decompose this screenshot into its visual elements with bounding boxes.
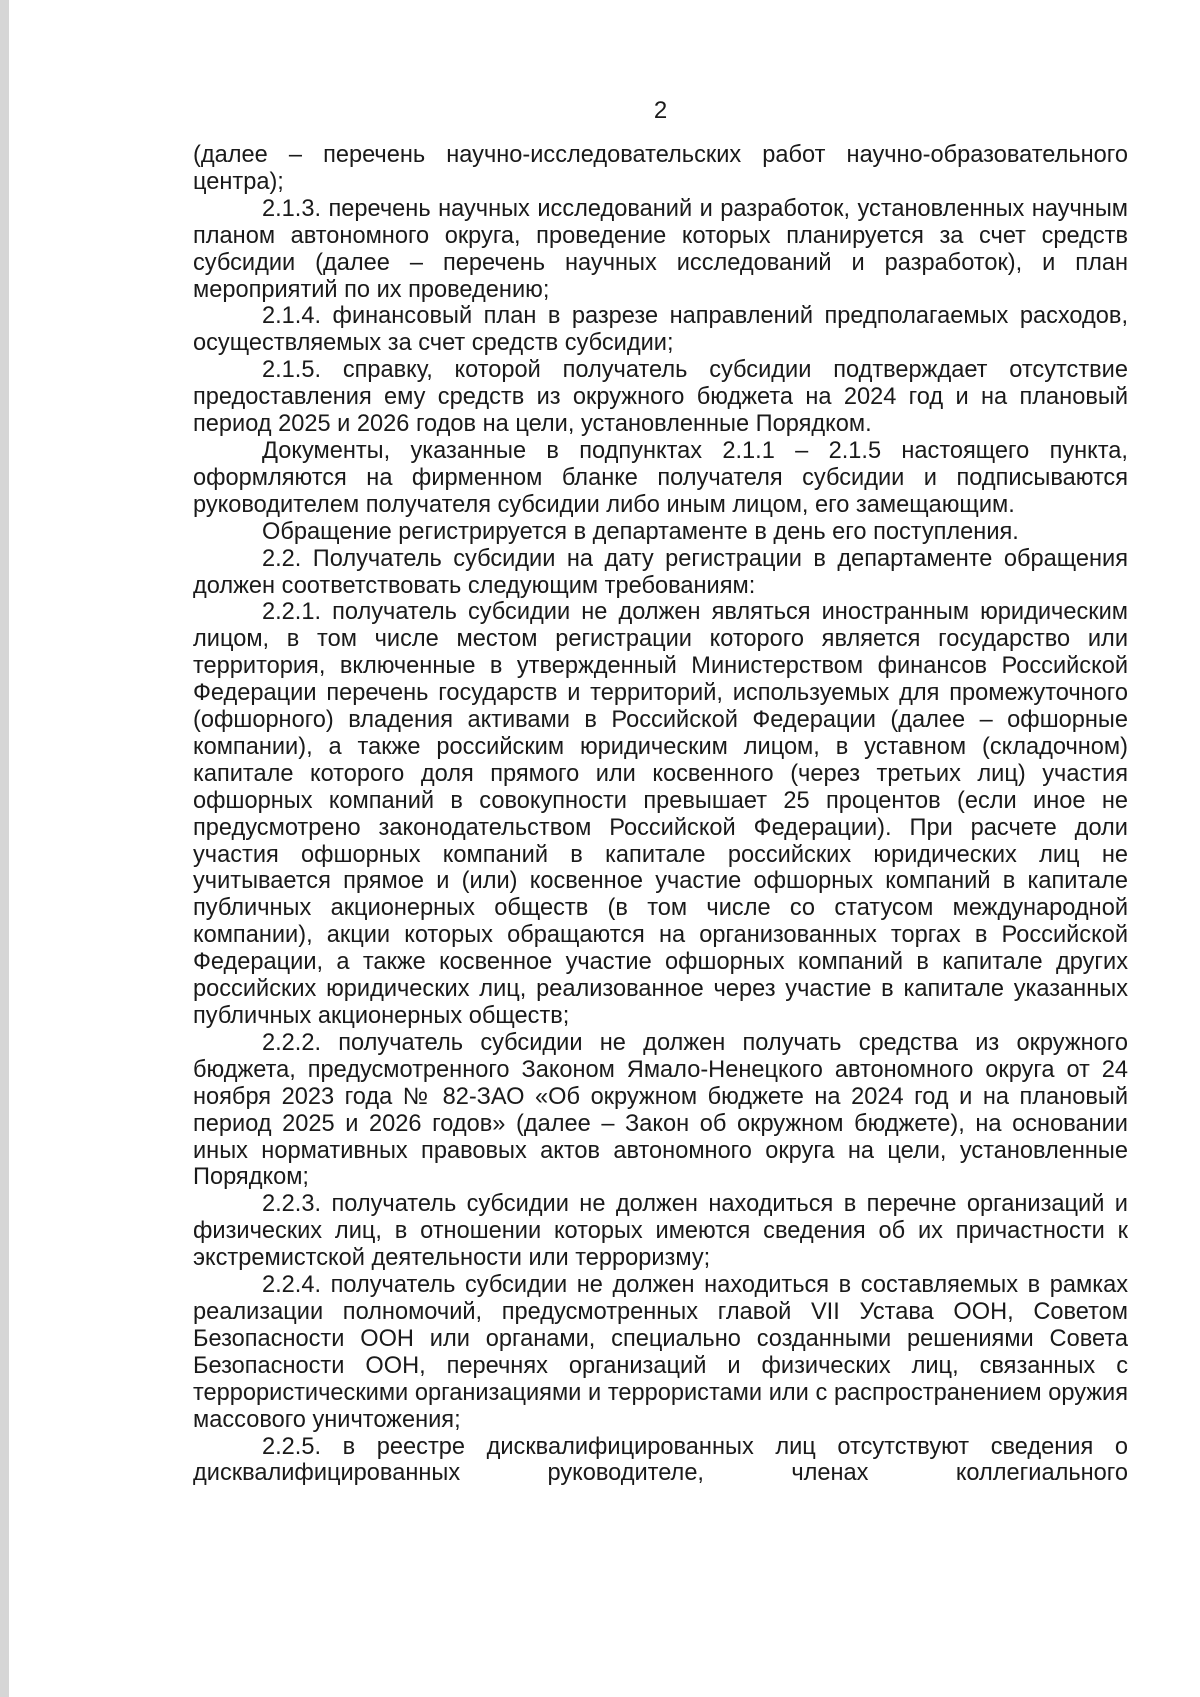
paragraph-2-2-4: 2.2.4. получатель субсидии не должен находиться в составляемых в рамках реализации полномочий, предусмотренных главой VII Устава ООН, Советом Безопасности ООН или органами, специально созданными решениями Совета Безопасности ООН, перечнях организаций и физических лиц, связанных с террористическими организациями и террористами или с распространением оружия массового уничтожения; (193, 1272, 1128, 1433)
paragraph-2-2: 2.2. Получатель субсидии на дату регистрации в департаменте обращения должен соответствовать следующим требованиям: (193, 545, 1128, 599)
paragraph-2-2-2: 2.2.2. получатель субсидии не должен получать средства из окружного бюджета, предусмотренного Законом Ямало-Ненецкого автономного округа от 24 ноября 2023 года № 82-ЗАО «Об окружном бюджете на 2024 год и на плановый период 2025 и 2026 годов» (далее – Закон об окружном бюджете), на основании иных нормативных правовых актов автономного округа на цели, установленные Порядком; (193, 1029, 1128, 1191)
paragraph-2-1-5: 2.1.5. справку, которой получатель субсидии подтверждает отсутствие предоставления ему средств из окружного бюджета на 2024 год и на плановый период 2025 и 2026 годов на цели, установленные Порядком. (193, 357, 1128, 438)
paragraph-2-1-3: 2.1.3. перечень научных исследований и разработок, установленных научным планом автономного округа, проведение которых планируется за счет средств субсидии (далее – перечень научных исследований и разработок), и план мероприятий по их проведению; (193, 195, 1128, 303)
paragraph-2-2-3: 2.2.3. получатель субсидии не должен находиться в перечне организаций и физических лиц, в отношении которых имеются сведения об их причастности к экстремистской деятельности или терроризму; (193, 1191, 1128, 1272)
paragraph-2-1-4: 2.1.4. финансовый план в разрезе направлений предполагаемых расходов, осуществляемых за счет средств субсидии; (193, 303, 1128, 357)
scan-left-edge (0, 0, 9, 1697)
document-page (193, 96, 1128, 1487)
paragraph-continuation: (далее – перечень научно-исследовательских работ научно-образовательного центра); (193, 142, 1128, 195)
page-number: 2 (653, 97, 668, 124)
paragraph-2-2-5: 2.2.5. в реестре дисквалифицированных лиц отсутствуют сведения о дисквалифицированных руководителе, членах коллегиального (193, 1433, 1128, 1487)
paragraph-2-2-1: 2.2.1. получатель субсидии не должен являться иностранным юридическим лицом, в том числе местом регистрации которого является государство или территория, включенные в утвержденный Министерством финансов Российской Федерации перечень государств и территорий, используемых для промежуточного (офшорного) владения активами в Российской Федерации (далее – офшорные компании), а также российским юридическим лицом, в уставном (складочном) капитале которого доля прямого или косвенного (через третьих лиц) участия офшорных компаний в совокупности превышает 25 процентов (если иное не предусмотрено законодательством Российской Федерации). При расчете доли участия офшорных компаний в капитале российских юридических лиц не учитывается прямое и (или) косвенное участие офшорных компаний в капитале публичных акционерных обществ (в том числе со статусом международной компании), акции которых обращаются на организованных торгах в Российской Федерации, а также косвенное участие офшорных компаний в капитале других российских юридических лиц, реализованное через участие в капитале указанных публичных акционерных обществ; (193, 599, 1128, 1029)
paragraph-registration: Обращение регистрируется в департаменте в день его поступления. (262, 518, 1019, 545)
paragraph-documents: Документы, указанные в подпунктах 2.1.1 – 2.1.5 настоящего пункта, оформляются на фирменном бланке получателя субсидии и подписываются руководителем получателя субсидии либо иным лицом, его замещающим. (193, 437, 1128, 518)
